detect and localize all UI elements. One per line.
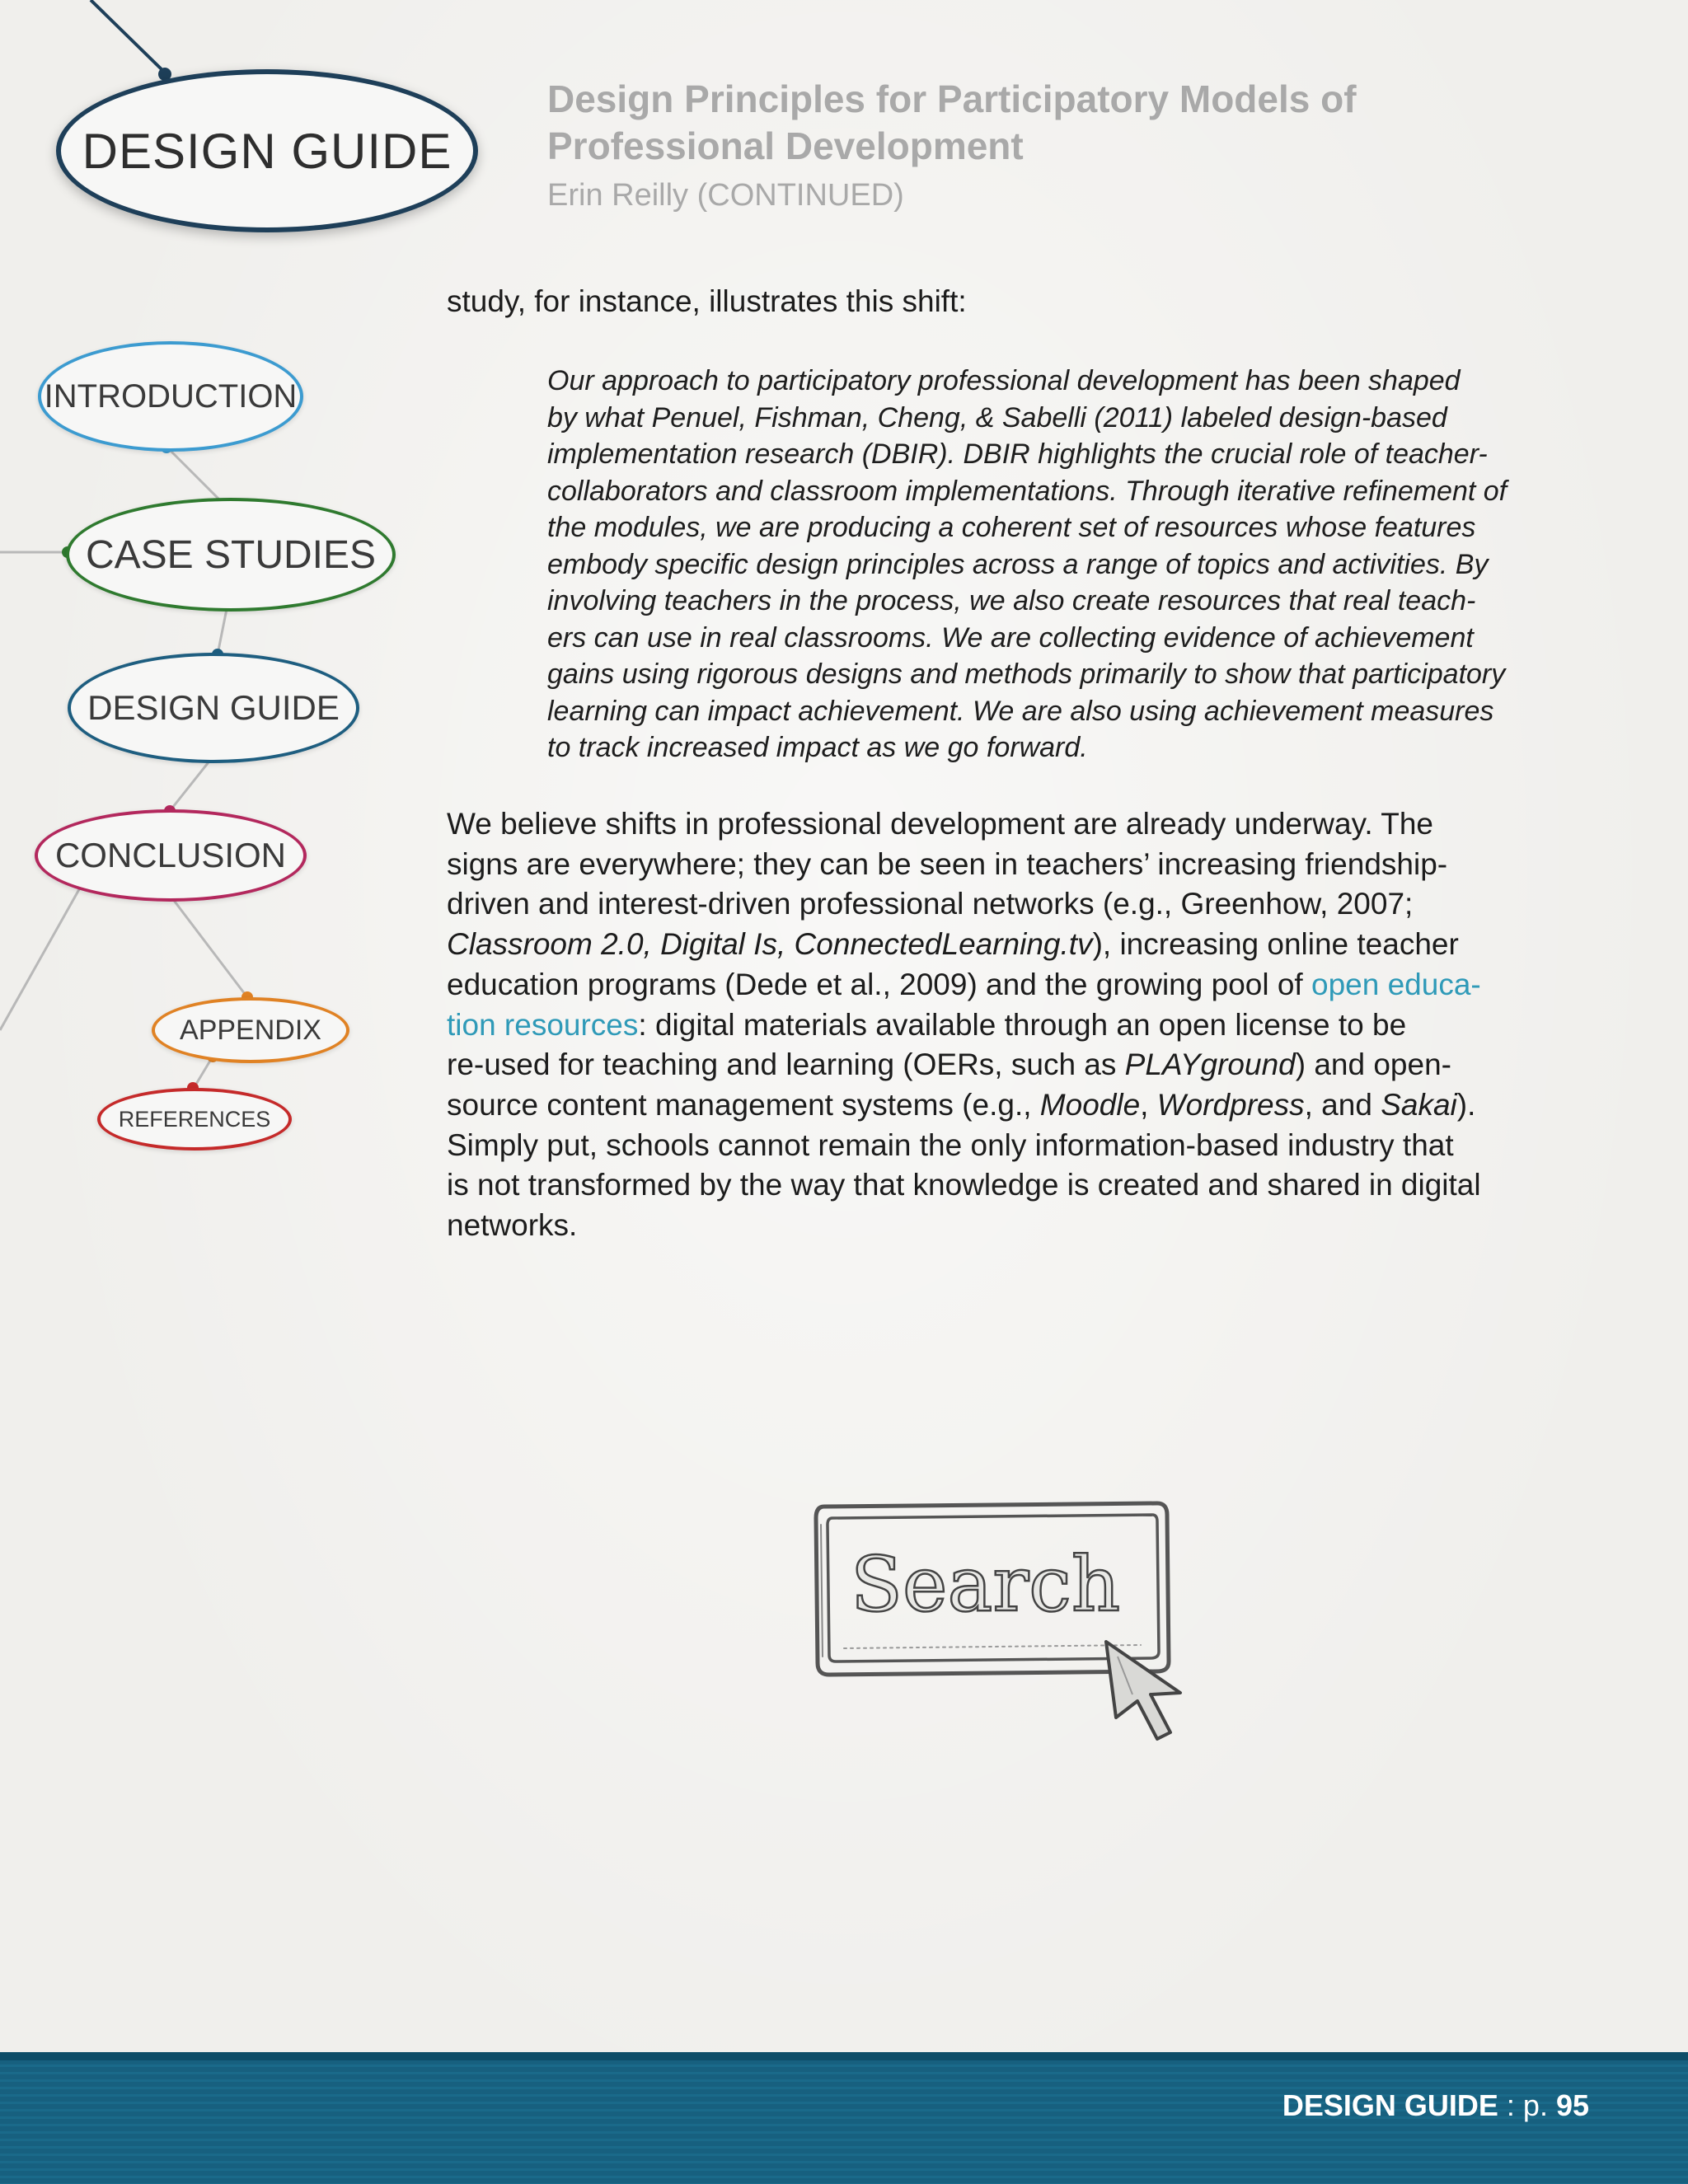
body-italic-text: Classroom 2.0, Digital Is, ConnectedLearning.tv xyxy=(447,927,1093,962)
body-italic-text: Moodle xyxy=(1039,1087,1141,1122)
body-line xyxy=(447,925,1625,965)
body-line: We believe shifts in professional development are already underway. The xyxy=(447,807,1434,841)
quote-line: gains using rigorous designs and methods primarily to show that participatory xyxy=(547,658,1506,690)
block-quote xyxy=(547,363,1594,766)
body-italic-text: Sakai xyxy=(1381,1087,1457,1122)
quote-line: ers can use in real classrooms. We are collecting evidence of achievement xyxy=(547,621,1474,654)
quote-line: implementation research (DBIR). DBIR highlights the crucial role of teacher- xyxy=(547,438,1488,470)
body-line xyxy=(447,1045,1625,1085)
nav-item-references[interactable]: REFERENCES xyxy=(97,1088,292,1151)
quote-line: by what Penuel, Fishman, Cheng, & Sabelli (2011) labeled design-based xyxy=(547,401,1447,434)
oer-link-part-1[interactable]: open educa- xyxy=(1311,967,1481,1001)
footer-separator: : xyxy=(1498,2088,1523,2122)
nav-item-design-guide[interactable]: DESIGN GUIDE xyxy=(68,653,359,763)
footer-page-prefix: p. xyxy=(1522,2088,1556,2122)
body-line: is not transformed by the way that knowledge is created and shared in digital xyxy=(447,1168,1481,1202)
nav-item-introduction[interactable]: INTRODUCTION xyxy=(38,341,303,452)
body-line xyxy=(447,1085,1625,1126)
body-text-fragment: ), increasing online teacher xyxy=(1092,927,1459,962)
quote-line: learning can impact achievement. We are also using achievement measures xyxy=(547,695,1494,727)
nav-item-case-studies[interactable]: CASE STUDIES xyxy=(66,498,396,612)
lead-sentence: study, for instance, illustrates this shift: xyxy=(447,284,967,318)
body-line xyxy=(447,1005,1625,1046)
quote-line: Our approach to participatory professional development has been shaped xyxy=(547,365,1461,396)
quote-line: the modules, we are producing a coherent set of resources whose features xyxy=(547,512,1476,543)
search-button-label: Search xyxy=(851,1540,1121,1629)
page-title-line-2: Professional Development xyxy=(547,124,1024,167)
oer-link-part-2[interactable]: tion resources xyxy=(447,1007,639,1042)
footer-section-label: DESIGN GUIDE xyxy=(1282,2088,1498,2122)
quote-line: to track increased impact as we go forward. xyxy=(547,732,1088,763)
body-text-fragment: re-used for teaching and learning (OERs, such as xyxy=(447,1047,1125,1082)
body-text-fragment: , and xyxy=(1304,1087,1381,1122)
body-italic-text: PLAYground xyxy=(1124,1047,1296,1082)
body-text-fragment: : digital materials available through an open license to be xyxy=(638,1007,1407,1042)
page-title-line-1: Design Principles for Participatory Models of xyxy=(547,77,1357,120)
body-text-fragment: education programs (Dede et al., 2009) and the growing pool of xyxy=(447,967,1311,1001)
page-indicator xyxy=(1282,2088,1589,2123)
body-line: driven and interest-driven professional networks (e.g., Greenhow, 2007; xyxy=(447,887,1414,921)
body-text-fragment: source content management systems (e.g., xyxy=(447,1087,1040,1122)
nav-item-conclusion[interactable]: CONCLUSION xyxy=(35,809,307,902)
body-paragraph xyxy=(447,804,1625,1246)
body-italic-text: Wordpress xyxy=(1156,1087,1305,1122)
body-text-fragment: , xyxy=(1140,1087,1157,1122)
author-line: Erin Reilly (CONTINUED) xyxy=(547,178,904,213)
quote-line: embody specific design principles across a range of topics and activities. By xyxy=(547,548,1489,580)
body-line xyxy=(447,965,1625,1005)
body-line: signs are everywhere; they can be seen in teachers’ increasing friendship- xyxy=(447,846,1448,881)
design-guide-header-node: DESIGN GUIDE xyxy=(56,69,478,232)
footer-bar xyxy=(0,2052,1688,2184)
footer-page-number: 95 xyxy=(1555,2088,1589,2122)
quote-line: collaborators and classroom implementations. Through iterative refinement of xyxy=(547,475,1507,507)
body-text-fragment: ). xyxy=(1456,1087,1476,1122)
search-button-sketch xyxy=(811,1500,1193,1747)
page-title xyxy=(547,76,1536,170)
body-text-fragment: ) and open- xyxy=(1295,1047,1451,1082)
body-line: networks. xyxy=(447,1208,578,1243)
body-line: Simply put, schools cannot remain the only information-based industry that xyxy=(447,1127,1454,1162)
quote-line: involving teachers in the process, we also create resources that real teach- xyxy=(547,585,1476,616)
nav-item-appendix[interactable]: APPENDIX xyxy=(152,997,349,1063)
